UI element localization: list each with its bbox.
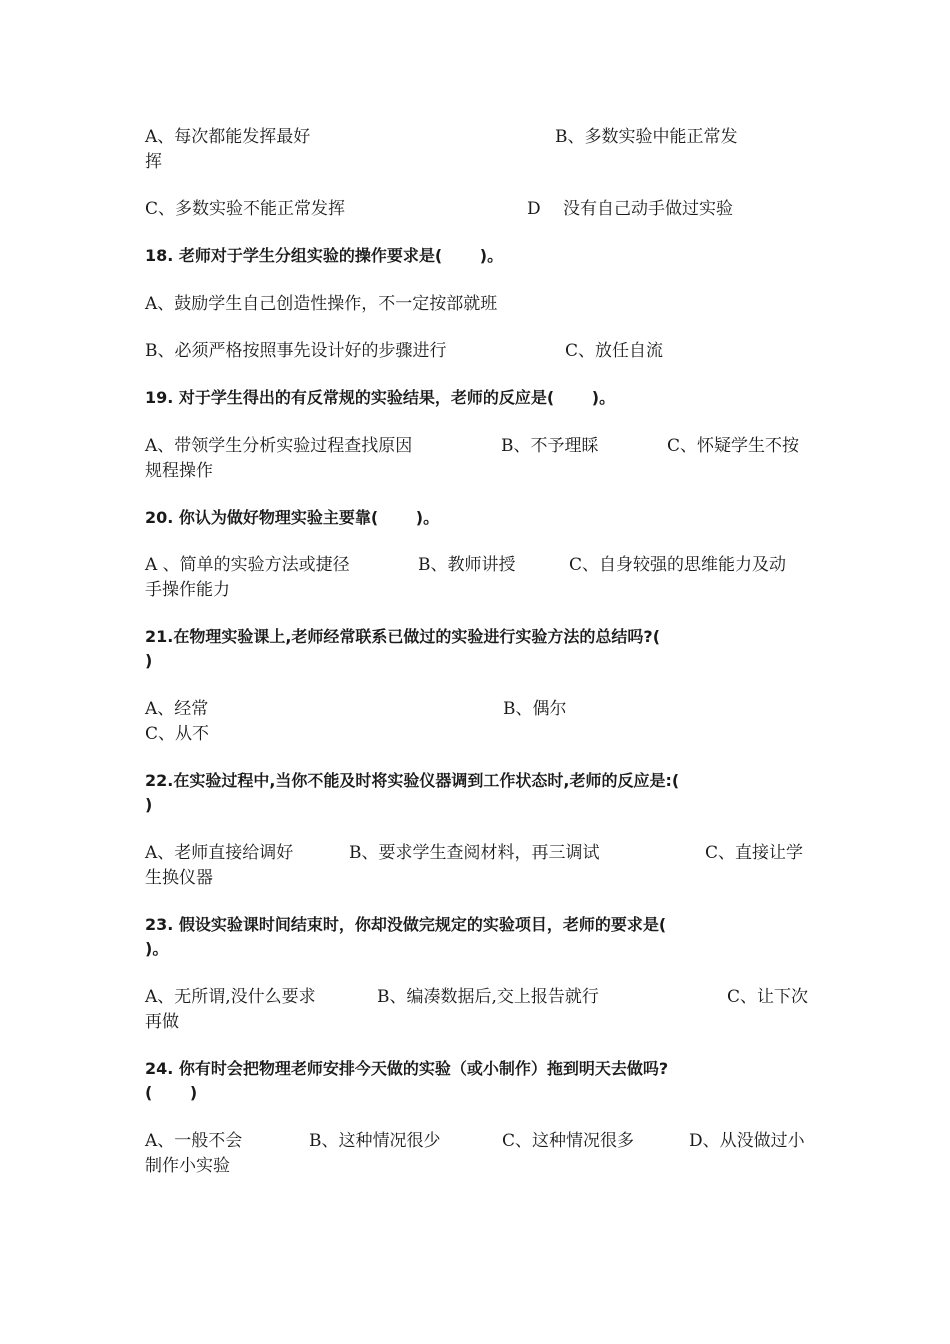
q19-option-c: C、怀疑学生不按 (667, 436, 800, 456)
q22-question-wrap: ) (145, 795, 153, 814)
q22-option-c-wrap: 生换仪器 (145, 868, 213, 888)
q21-option-b: B、偶尔 (503, 699, 567, 719)
q24-option-a: A、一般不会 (145, 1131, 243, 1151)
q20-option-a: A 、简单的实验方法或捷径 (145, 555, 350, 575)
q17-option-b-wrap: 挥 (145, 152, 162, 172)
q24-option-d: D、从没做过小 (689, 1131, 805, 1151)
q17-option-c: C、多数实验不能正常发挥 (145, 199, 346, 219)
q19-option-c-wrap: 规程操作 (145, 461, 213, 481)
q20-option-b: B、教师讲授 (418, 555, 516, 575)
q22-option-c: C、直接让学 (705, 843, 804, 863)
q19-question: 19. 对于学生得出的有反常规的实验结果，老师的反应是( )。 (145, 388, 616, 407)
q23-option-b: B、编凑数据后,交上报告就行 (377, 987, 599, 1007)
q18-option-a: A、鼓励学生自己创造性操作，不一定按部就班 (145, 294, 498, 314)
q22-question: 22.在实验过程中,当你不能及时将实验仪器调到工作状态时,老师的反应是:( (145, 771, 680, 790)
q22-option-b: B、要求学生查阅材料，再三调试 (349, 843, 600, 863)
q24-option-d-wrap: 制作小实验 (145, 1156, 230, 1176)
q23-option-c: C、让下次 (727, 987, 809, 1007)
q23-question-wrap: )。 (145, 939, 169, 958)
q21-option-c: C、从不 (145, 724, 210, 744)
q24-option-b: B、这种情况很少 (309, 1131, 441, 1151)
q22-option-a: A、老师直接给调好 (145, 843, 294, 863)
q24-option-c: C、这种情况很多 (502, 1131, 635, 1151)
q20-option-c-wrap: 手操作能力 (145, 580, 230, 600)
q21-question: 21.在物理实验课上,老师经常联系已做过的实验进行实验方法的总结吗?( (145, 627, 661, 646)
q18-question: 18. 老师对于学生分组实验的操作要求是( )。 (145, 246, 504, 265)
q21-question-wrap: ) (145, 651, 153, 670)
q23-option-c-wrap: 再做 (145, 1012, 179, 1032)
q20-question: 20. 你认为做好物理实验主要靠( )。 (145, 508, 440, 527)
q24-question-wrap: ( ) (145, 1083, 198, 1102)
q20-option-c: C、自身较强的思维能力及动 (569, 555, 787, 575)
q24-question: 24. 你有时会把物理老师安排今天做的实验（或小制作）拖到明天去做吗? (145, 1059, 669, 1078)
q23-question: 23. 假设实验课时间结束时，你却没做完规定的实验项目，老师的要求是( (145, 915, 667, 934)
q17-option-b: B、多数实验中能正常发 (555, 127, 738, 147)
q17-option-a: A、每次都能发挥最好 (145, 127, 311, 147)
q19-option-b: B、不予理睬 (501, 436, 599, 456)
q18-option-c: C、放任自流 (565, 341, 664, 361)
q19-option-a: A、带领学生分析实验过程查找原因 (145, 436, 413, 456)
q18-option-b: B、必须严格按照事先设计好的步骤进行 (145, 341, 447, 361)
q23-option-a: A、无所谓,没什么要求 (145, 987, 316, 1007)
q17-option-d: D 没有自己动手做过实验 (527, 199, 734, 219)
q21-option-a: A、经常 (145, 699, 209, 719)
